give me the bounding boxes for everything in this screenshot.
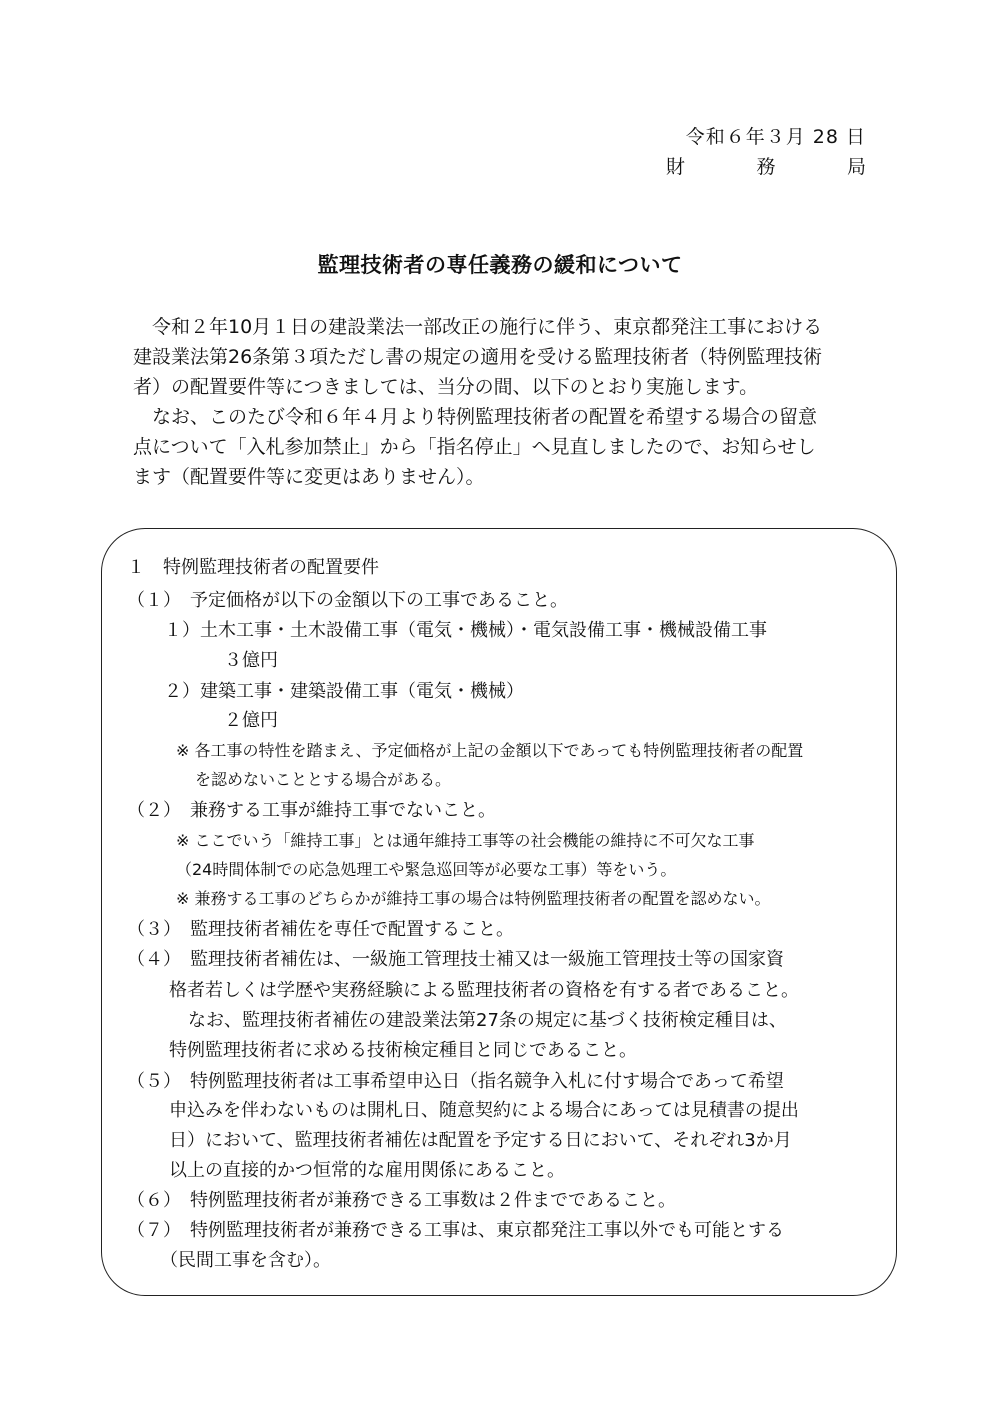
requirement-item: 特例監理技術者に求める技術検定種目と同じであること。 [169, 1040, 637, 1061]
requirement-item: 以上の直接的かつ恒常的な雇用関係にあること。 [169, 1160, 565, 1181]
issuing-department [666, 152, 866, 179]
requirement-item: （４） 監理技術者補佐は、一級施工管理技士補又は一級施工管理技士等の国家資 [127, 949, 784, 970]
dept-char: 務 [756, 156, 776, 178]
note: ※ 各工事の特性を踏まえ、予定価格が上記の金額以下であっても特例監理技術者の配置 [176, 741, 804, 760]
intro-line: 者）の配置要件等につきましては、当分の間、以下のとおり実施します。 [133, 376, 759, 398]
amount: ３億円 [224, 650, 278, 671]
requirement-item: （７） 特例監理技術者が兼務できる工事は、東京都発注工事以外でも可能とする [127, 1220, 784, 1241]
requirement-item: 格者若しくは学歴や実務経験による監理技術者の資格を有する者であること。 [169, 980, 799, 1001]
note: ※ 兼務する工事のどちらかが維持工事の場合は特例監理技術者の配置を認めない。 [176, 889, 771, 908]
intro-line: 建設業法第26条第３項ただし書の規定の適用を受ける監理技術者（特例監理技術 [133, 346, 823, 368]
requirement-item: （６） 特例監理技術者が兼務できる工事数は２件までであること。 [127, 1190, 676, 1211]
document-date: 令和６年３月 28 日 [685, 126, 866, 148]
intro-line: なお、このたび令和６年４月より特例監理技術者の配置を希望する場合の留意 [152, 406, 818, 428]
intro-line: ます（配置要件等に変更はありません）。 [133, 466, 485, 488]
intro-line: 令和２年10月１日の建設業法一部改正の施行に伴う、東京都発注工事における [152, 316, 823, 338]
dept-char: 財 [666, 156, 686, 178]
requirement-item: （５） 特例監理技術者は工事希望申込日（指名競争入札に付す場合であって希望 [127, 1071, 784, 1092]
note: （24時間体制での応急処理工や緊急巡回等が必要な工事）等をいう。 [176, 860, 677, 879]
section-heading: １ 特例監理技術者の配置要件 [127, 557, 379, 578]
requirement-item: 申込みを伴わないものは開札日、随意契約による場合にあっては見積書の提出 [169, 1100, 799, 1121]
dept-char: 局 [846, 156, 866, 178]
intro-line: 点について「入札参加禁止」から「指名停止」へ見直しましたので、お知らせし [133, 436, 816, 458]
requirement-item: なお、監理技術者補佐の建設業法第27条の規定に基づく技術検定種目は、 [188, 1010, 787, 1031]
requirement-item: （２） 兼務する工事が維持工事でないこと。 [127, 800, 496, 821]
amount: ２億円 [224, 710, 278, 731]
requirement-item: 日）において、監理技術者補佐は配置を予定する日において、それぞれ3か月 [169, 1130, 792, 1151]
sub-item: １）土木工事・土木設備工事（電気・機械）・電気設備工事・機械設備工事 [164, 620, 767, 641]
note: ※ ここでいう「維持工事」とは通年維持工事等の社会機能の維持に不可欠な工事 [176, 831, 755, 850]
requirement-item: （３） 監理技術者補佐を専任で配置すること。 [127, 919, 514, 940]
requirement-item: （民間工事を含む）。 [160, 1250, 331, 1271]
note: を認めないこととする場合がある。 [195, 770, 452, 789]
requirement-item: （１） 予定価格が以下の金額以下の工事であること。 [127, 590, 568, 611]
sub-item: ２）建築工事・建築設備工事（電気・機械） [164, 681, 524, 702]
document-title: 監理技術者の専任義務の緩和について [317, 253, 683, 277]
